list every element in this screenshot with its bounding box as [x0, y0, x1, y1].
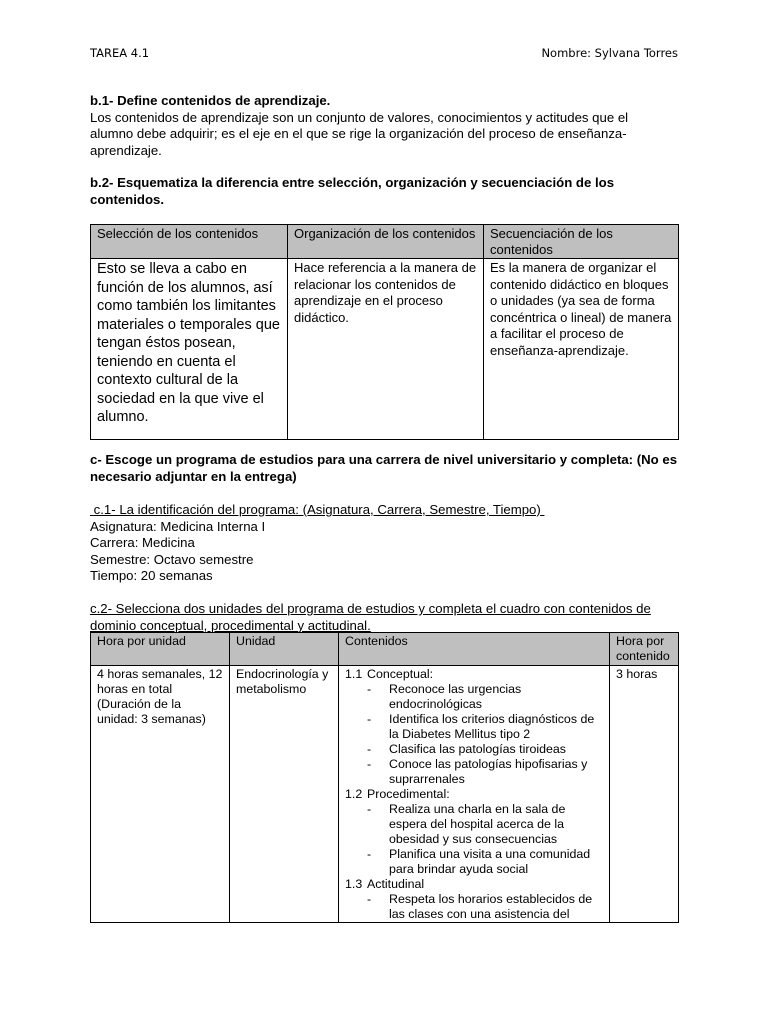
header-organizacion: Organización de los contenidos [288, 225, 484, 259]
header-seleccion: Selección de los contenidos [91, 225, 288, 259]
section-c1 [90, 502, 678, 585]
c2-heading: c.2- Selecciona dos unidades del programa de estudios y completa el cuadro con contenidos de dominio conceptual, procedimental y actitudinal. [90, 601, 651, 633]
c1-heading [90, 502, 678, 519]
c-heading: c- Escoge un programa de estudios para una carrera de nivel universitario y completa: (No es necesario adjuntar en la entrega) [90, 452, 678, 484]
header-hora-unidad: Hora por unidad [91, 633, 230, 666]
section-b1 [90, 93, 678, 159]
section-title: Conceptual: [367, 667, 434, 681]
c1-asignatura: Asignatura: Medicina Interna I [90, 518, 266, 534]
list-item: - Realiza una charla en la sala de espera del hospital acerca de la obesidad y sus consecuencias [389, 802, 603, 847]
content-section-conceptual [345, 667, 603, 787]
task-label: TAREA 4.1 [90, 46, 150, 60]
table-row [91, 259, 679, 440]
student-name: Nombre: Sylvana Torres [541, 46, 678, 60]
cell-contents [339, 666, 610, 923]
section-number: 1.3 [345, 877, 363, 891]
section-number: 1.2 [345, 787, 363, 801]
list-item: - Reconoce las urgencias endocrinológicas [389, 682, 603, 712]
table-header-row [91, 225, 679, 259]
content-section-actitudinal [345, 877, 603, 922]
cell-hours-unit: 4 horas semanales, 12 horas en total (Duración de la unidad: 3 semanas) [91, 666, 230, 923]
cell-organizacion: Hace referencia a la manera de relacionar los contenidos de aprendizaje en el proceso didáctico. [288, 259, 484, 440]
b1-heading: b.1- Define contenidos de aprendizaje. [90, 93, 331, 108]
header-contenidos: Contenidos [339, 633, 610, 666]
list-item: - Respeta los horarios establecidos de las clases con una asistencia del [389, 892, 603, 922]
list-item: - Planifica una visita a una comunidad para brindar ayuda social [389, 847, 603, 877]
c1-semestre: Semestre: Octavo semestre [90, 551, 254, 567]
program-units-table [90, 632, 679, 923]
cell-hours-content: 3 horas [610, 666, 679, 923]
b1-text: Los contenidos de aprendizaje son un conjunto de valores, conocimientos y actitudes que el alumno debe adquirir; es el eje en el que se rige la organización del proceso de enseñanza-aprendizaje. [90, 109, 629, 158]
header-secuenciacion: Secuenciación de los contenidos [484, 225, 679, 259]
page-header [90, 46, 678, 60]
section-title: Procedimental: [367, 787, 450, 801]
list-item: - Clasifica las patologías tiroideas [389, 742, 603, 757]
section-title: Actitudinal [367, 877, 425, 891]
item-list [345, 682, 603, 787]
c1-tiempo: Tiempo: 20 semanas [90, 568, 213, 583]
list-item: - Identifica los criterios diagnósticos de la Diabetes Mellitus tipo 2 [389, 712, 603, 742]
list-item: - Conoce las patologías hipofisarias y suprarrenales [389, 757, 603, 787]
cell-seleccion: Esto se lleva a cabo en función de los alumnos, así como también los limitantes materiales o temporales que tengan éstos posean, teniendo en cuenta el contexto cultural de la sociedad en la que vive el alumno. [91, 259, 288, 440]
cell-secuenciacion: Es la manera de organizar el contenido didáctico en bloques o unidades (ya sea de forma concéntrica o lineal) de manera a facilitar el proceso de enseñanza-aprendizaje. [484, 259, 679, 440]
cell-unit: Endocrinología y metabolismo [230, 666, 339, 923]
item-list [345, 892, 603, 922]
section-number: 1.1 [345, 667, 363, 681]
content-section-procedimental [345, 787, 603, 877]
c1-carrera: Carrera: Medicina [90, 535, 195, 550]
table-row [91, 666, 679, 923]
item-list [345, 802, 603, 877]
c1-heading-text: c.1- La identificación del programa: (Asignatura, Carrera, Semestre, Tiempo) [93, 502, 541, 517]
b2-heading: b.2- Esquematiza la diferencia entre selección, organización y secuenciación de los contenidos. [90, 175, 615, 207]
header-unidad: Unidad [230, 633, 339, 666]
content-comparison-table [90, 224, 679, 440]
table-header-row [91, 633, 679, 666]
header-hora-contenido: Hora por contenido [610, 633, 679, 666]
